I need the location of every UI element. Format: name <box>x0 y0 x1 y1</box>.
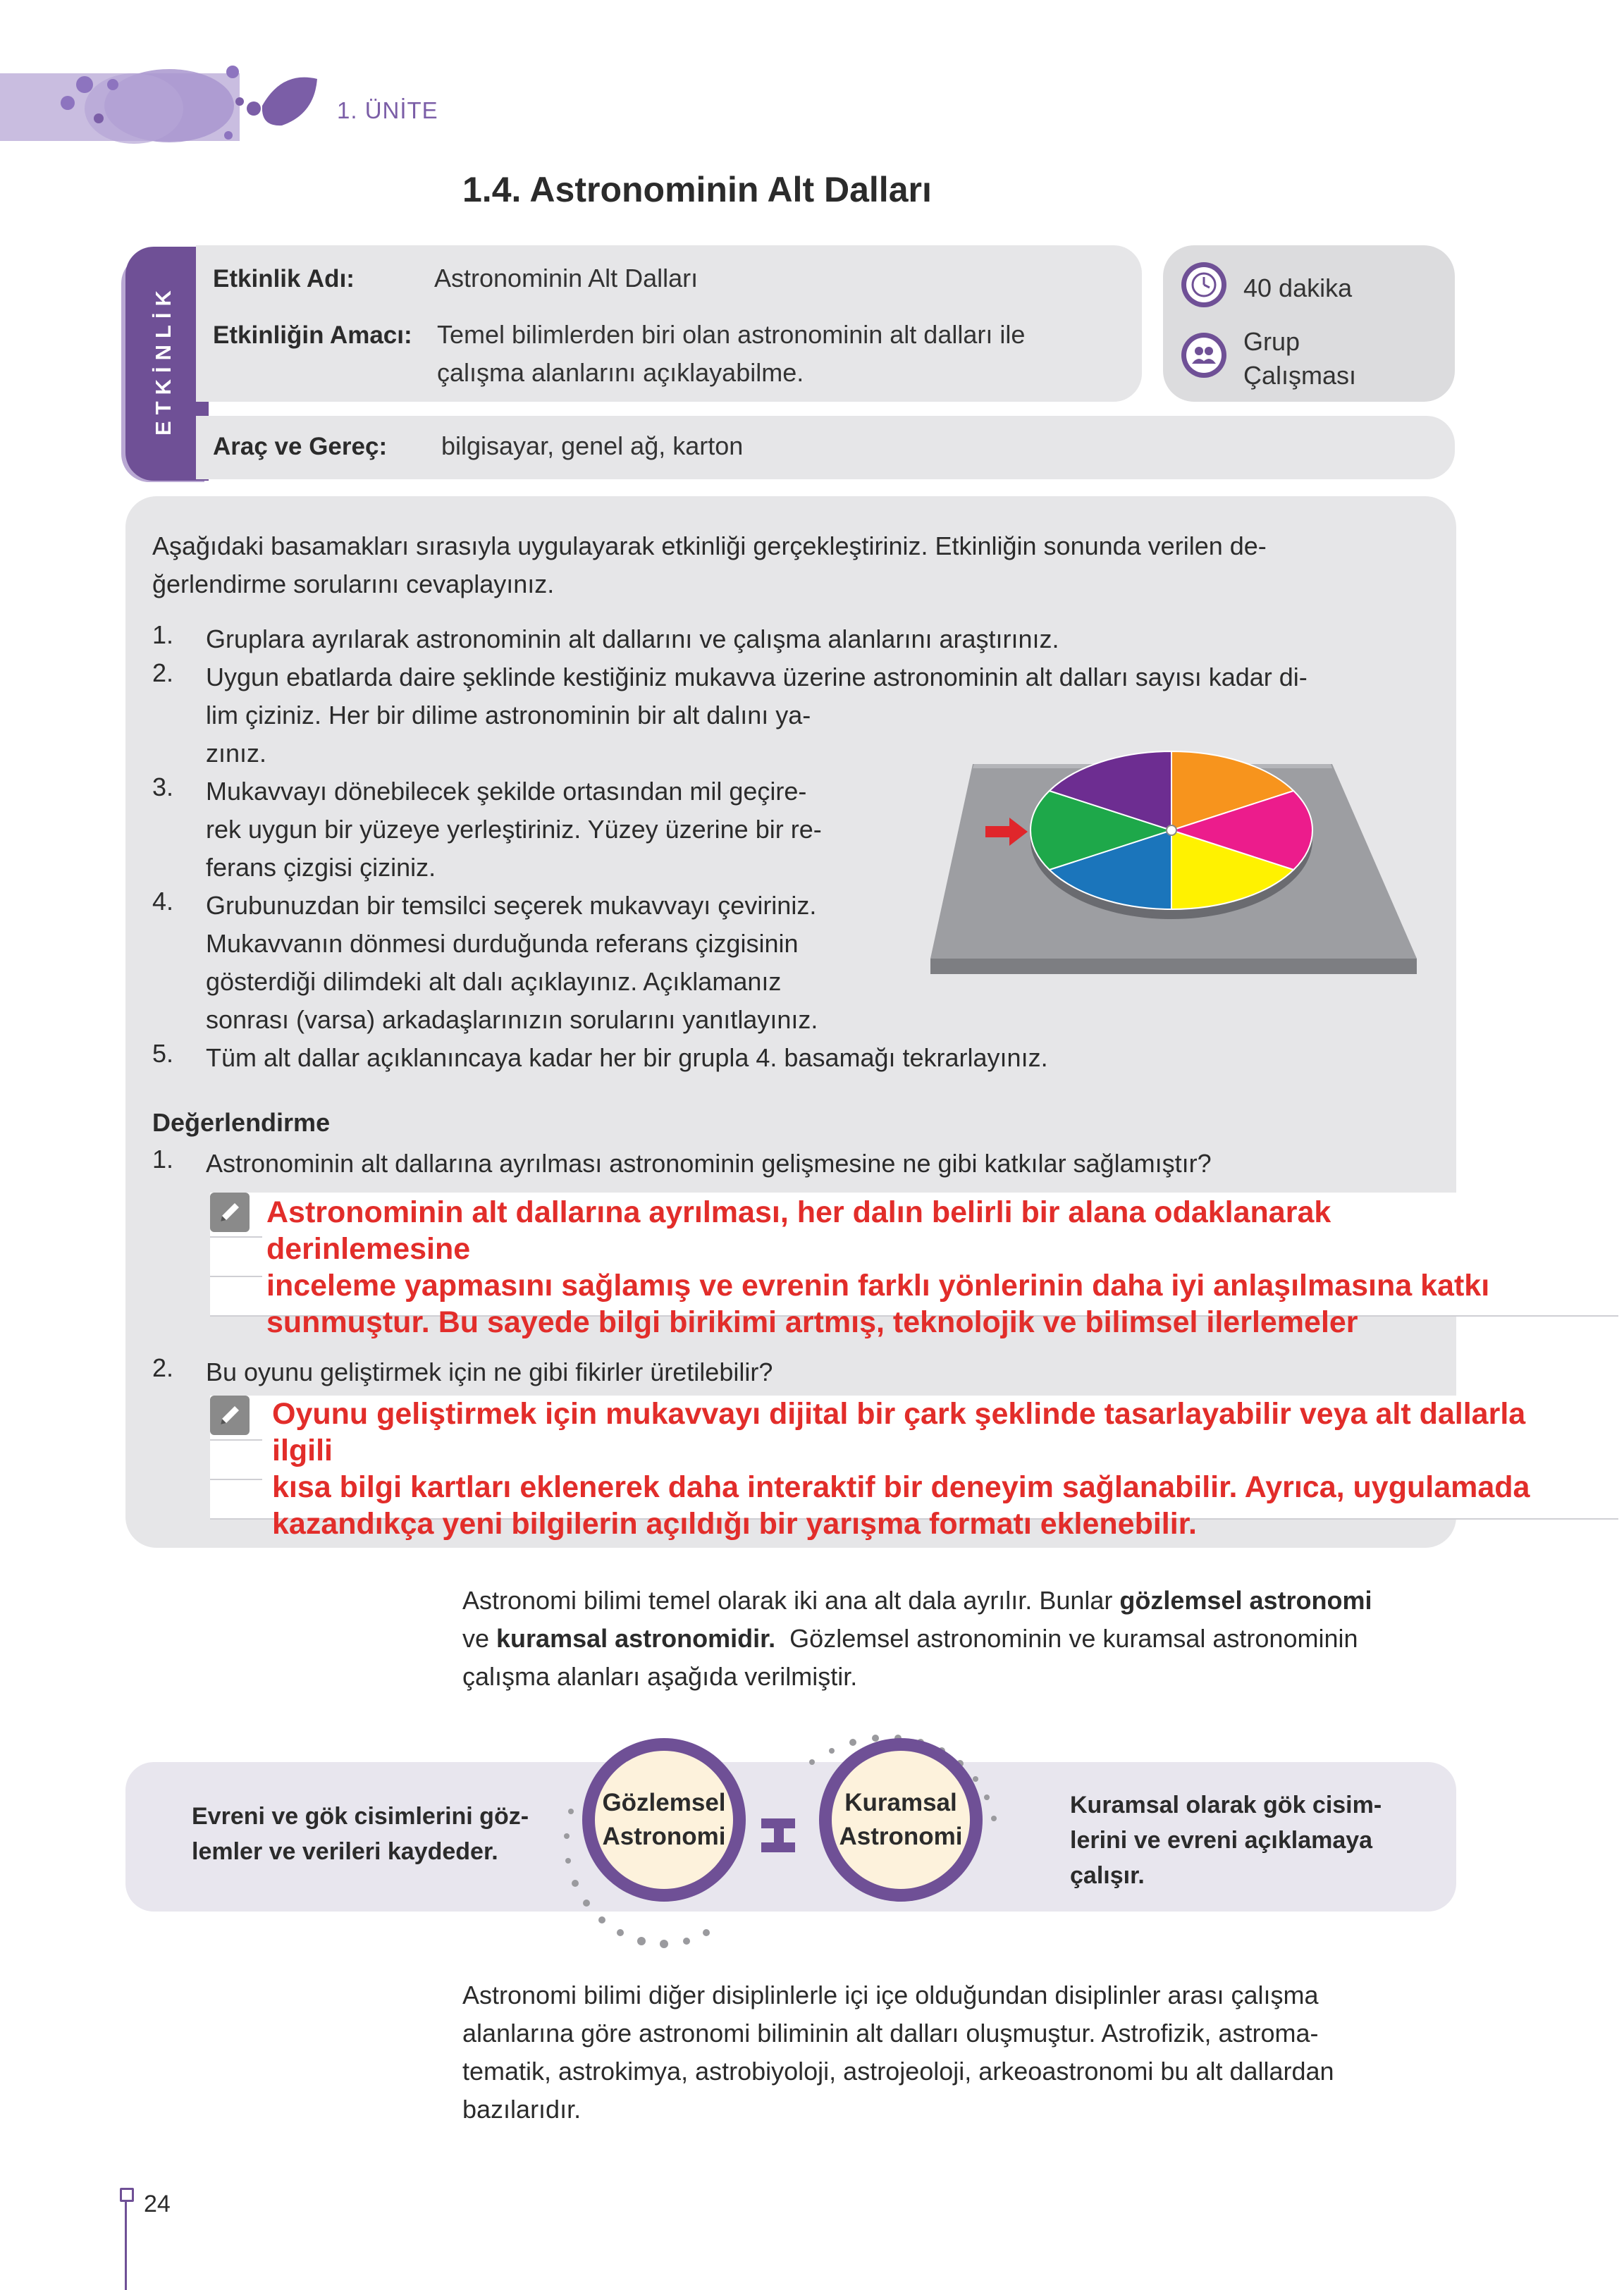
group-text-line-1: Grup <box>1243 327 1300 356</box>
step-line: ferans çizgisi çiziniz. <box>206 853 436 882</box>
activity-purpose-line-1: Temel bilimlerden biri olan astronominin alt dalları ile <box>437 320 1026 349</box>
duration-text: 40 dakika <box>1243 273 1353 302</box>
step-number: 2. <box>152 658 174 687</box>
question-number: 1. <box>152 1145 174 1174</box>
intro-paragraph-line <box>462 1582 1372 1620</box>
text-span: Astronomi bilimi temel olarak iki ana alt dala ayrılır. Bunlar <box>462 1586 1120 1615</box>
section-title: 1.4. Astronominin Alt Dalları <box>462 170 932 209</box>
closing-paragraph-line: tematik, astrokimya, astrobiyoloji, astrojeoloji, arkeoastronomi bu alt dallardan <box>462 2057 1334 2086</box>
group-icon <box>1181 333 1226 378</box>
answer-2-line: Oyunu geliştirmek için mukavvayı dijital bir çark şeklinde tasarlayabilir veya alt dallarla <box>272 1397 1526 1431</box>
step-line: Gruplara ayrılarak astronominin alt dallarını ve çalışma alanlarını araştırınız. <box>206 624 1059 653</box>
activity-name-label: Etkinlik Adı: <box>213 265 355 293</box>
text-span: Gözlemsel astronominin ve kuramsal astronominin <box>775 1624 1358 1653</box>
activity-tab-label: ETKİNLİK <box>151 284 176 436</box>
text-span: ve <box>462 1624 497 1653</box>
theoretical-desc-line: lerini ve evreni açıklamaya <box>1070 1827 1373 1854</box>
step-line: Mukavvayı dönebilecek şekilde ortasından mil geçire- <box>206 777 807 806</box>
theoretical-astronomy-node <box>819 1738 983 1902</box>
answer-2-line: kısa bilgi kartları eklenerek daha interaktif bir deneyim sağlanabilir. Ayrıca, uygulamada <box>272 1470 1530 1504</box>
answer-1-line: derinlemesine <box>266 1232 471 1266</box>
clock-icon <box>1181 262 1226 307</box>
step-line: Tüm alt dallar açıklanıncaya kadar her bir grupla 4. basamağı tekrarlayınız. <box>206 1043 1048 1072</box>
evaluation-heading: Değerlendirme <box>152 1108 331 1137</box>
step-line: Uygun ebatlarda daire şeklinde kestiğiniz mukavva üzerine astronominin alt dalları sayısı kadar di- <box>206 663 1308 691</box>
answer-1-line: Astronominin alt dallarına ayrılması, her dalın belirli bir alana odaklanarak <box>266 1195 1331 1229</box>
step-line: Grubunuzdan bir temsilci seçerek mukavvayı çeviriniz. <box>206 891 817 920</box>
answer-2-line: kazandıkça yeni bilgilerin açıldığı bir yarışma formatı eklenebilir. <box>272 1507 1198 1541</box>
step-line: lim çiziniz. Her bir dilime astronominin bir alt dalını ya- <box>206 701 811 730</box>
step-line: sonrası (varsa) arkadaşlarınızın sorularını yanıtlayınız. <box>206 1005 818 1034</box>
intro-paragraph-line <box>462 1620 1358 1658</box>
node-label: Astronomi <box>602 1823 726 1850</box>
spinning-wheel-illustration <box>923 747 1425 980</box>
answer-2-field[interactable] <box>210 1396 1618 1541</box>
tools-label: Araç ve Gereç: <box>213 433 388 460</box>
closing-paragraph-line: bazılarıdır. <box>462 2095 582 2124</box>
step-number: 4. <box>152 887 174 916</box>
step-number: 1. <box>152 620 174 649</box>
tools-value: bilgisayar, genel ağ, karton <box>441 431 744 460</box>
closing-paragraph-line: Astronomi bilimi diğer disiplinlerle içi içe olduğundan disiplinler arası çalışma <box>462 1981 1319 2009</box>
intro-line-1: Aşağıdaki basamakları sırasıyla uygulayarak etkinliği gerçekleştiriniz. Etkinliğin sonunda verilen de- <box>152 531 1267 560</box>
step-number: 3. <box>152 772 174 801</box>
header-decoration <box>0 63 324 155</box>
answer-2-line: ilgili <box>272 1434 333 1467</box>
page-marker-icon <box>120 2188 134 2202</box>
step-number: 5. <box>152 1039 174 1068</box>
question-1: Astronominin alt dallarına ayrılması astronominin gelişmesine ne gibi katkılar sağlamıştır? <box>206 1149 1212 1178</box>
step-line: gösterdiği dilimdeki alt dalı açıklayınız. Açıklamanız <box>206 967 782 996</box>
answer-1-line: sunmuştur. Bu sayede bilgi birikimi artmış, teknolojik ve bilimsel ilerlemeler <box>266 1305 1358 1339</box>
node-label: Gözlemsel <box>602 1789 726 1816</box>
answer-1-field[interactable] <box>210 1193 1618 1339</box>
unit-label: 1. ÜNİTE <box>337 97 438 123</box>
observational-desc-line: lemler ve verileri kaydeder. <box>192 1838 498 1865</box>
intro-paragraph-line: çalışma alanları aşağıda verilmiştir. <box>462 1662 858 1691</box>
bold-term: kuramsal astronomidir. <box>496 1624 776 1653</box>
question-2: Bu oyunu geliştirmek için ne gibi fikirler üretilebilir? <box>206 1358 773 1386</box>
step-line: zınız. <box>206 739 267 768</box>
group-text-line-2: Çalışması <box>1243 361 1357 390</box>
node-label: Astronomi <box>839 1823 963 1850</box>
activity-purpose-line-2: çalışma alanlarını açıklayabilme. <box>437 358 804 387</box>
theoretical-desc-line: Kuramsal olarak gök cisim- <box>1070 1792 1382 1818</box>
bold-term: gözlemsel astronomi <box>1119 1586 1372 1615</box>
answer-1-line: inceleme yapmasını sağlamış ve evrenin farklı yönlerinin daha iyi anlaşılmasına katkı <box>266 1269 1490 1303</box>
step-line: Mukavvanın dönmesi durduğunda referans çizgisinin <box>206 929 799 958</box>
step-line: rek uygun bir yüzeye yerleştiriniz. Yüzey üzerine bir re- <box>206 815 822 844</box>
page-marker-line <box>125 2202 127 2290</box>
activity-purpose-label: Etkinliğin Amacı: <box>213 321 412 349</box>
intro-line-2: ğerlendirme sorularını cevaplayınız. <box>152 570 555 598</box>
question-number: 2. <box>152 1353 174 1382</box>
pencil-icon <box>210 1396 250 1435</box>
closing-paragraph-line: alanlarına göre astronomi biliminin alt dalları oluşmuştur. Astrofizik, astroma- <box>462 2019 1319 2048</box>
page-number: 24 <box>144 2191 171 2217</box>
observational-astronomy-node <box>582 1738 746 1902</box>
theoretical-desc-line: çalışır. <box>1070 1862 1145 1889</box>
observational-desc-line: Evreni ve gök cisimlerini göz- <box>192 1803 529 1830</box>
pencil-icon <box>210 1193 250 1232</box>
activity-name-value: Astronominin Alt Dalları <box>434 264 699 293</box>
node-label: Kuramsal <box>844 1789 957 1816</box>
